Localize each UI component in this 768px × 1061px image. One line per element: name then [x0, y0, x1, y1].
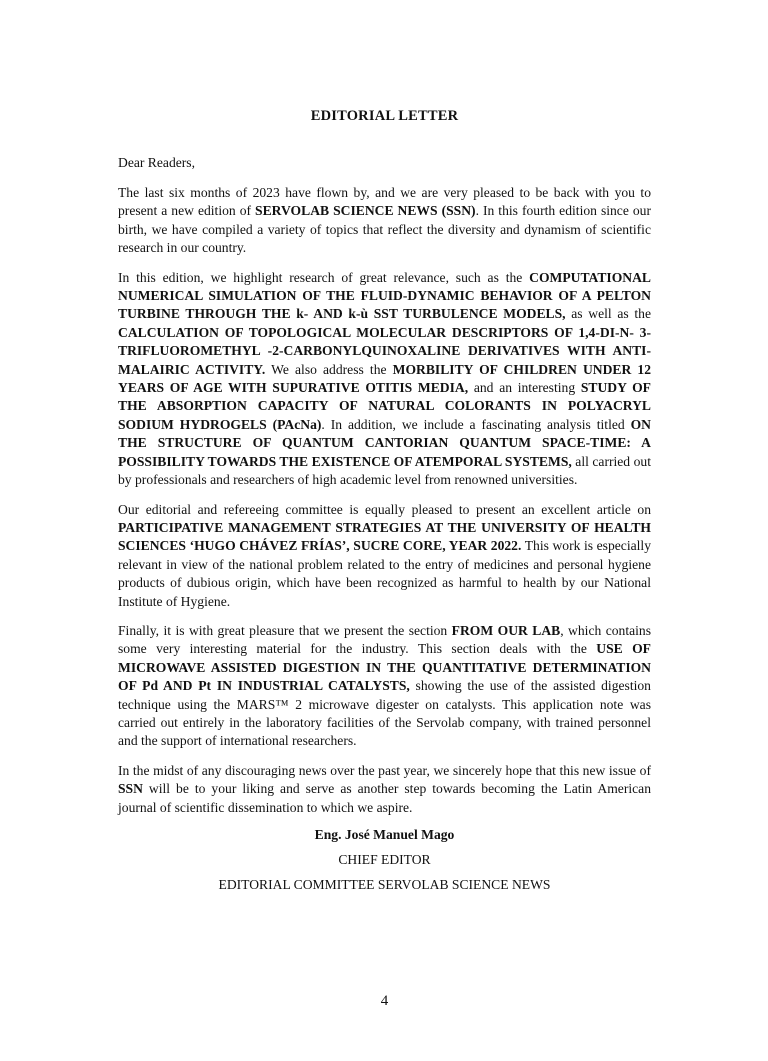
paragraph-2-text: We also address the [265, 361, 393, 377]
paragraph-2-text: In this edition, we highlight research of great relevance, such as the [118, 269, 530, 285]
paragraph-5 [118, 762, 651, 817]
paragraph-4-text: showing the use of the assisted digestion technique using the MARS™ 2 microwave digester on catalysts. This application note was carried out entirely in the laboratory facilities of the Servolab company, with trained personnel and the support of international researchers. [118, 678, 651, 749]
paragraph-1 [118, 184, 651, 258]
paragraph-1-text: The last six months of 2023 have flown by, and we are very pleased to be back with you to present a new edition of [118, 185, 651, 219]
paragraph-4-text: , which contains some very interesting material for the industry. This section deals with the [118, 622, 652, 657]
paragraph-2-text: all carried out by professionals and researchers of high academic level from renowned universities. [118, 453, 651, 488]
page-number: 4 [380, 993, 389, 1009]
signature-name: Eng. José Manuel Mago [314, 827, 455, 842]
signature-role: CHIEF EDITOR [338, 852, 431, 867]
paragraph-2-text: and an interesting [468, 380, 581, 396]
paragraph-4 [118, 622, 651, 751]
paragraph-1-text: . In this fourth edition since our birth, we have compiled a variety of topics that reflect the diversity and dynamism of scientific research in our country. [118, 203, 652, 256]
signature-committee: EDITORIAL COMMITTEE SERVOLAB SCIENCE NEWS [218, 877, 551, 892]
paragraph-3-bold: PARTICIPATIVE MANAGEMENT STRATEGIES AT THE UNIVERSITY OF HEALTH SCIENCES ‘HUGO CHÁVEZ FRÍAS’, SUCRE CORE, YEAR 2022. [118, 519, 651, 554]
paragraph-5-text: In the midst of any discouraging news over the past year, we sincerely hope that this new issue of [118, 762, 651, 778]
paragraph-2-bold: COMPUTATIONAL NUMERICAL SIMULATION OF THE FLUID-DYNAMIC BEHAVIOR OF A PELTON TURBINE THROUGH THE k- AND k-ù SST TURBULENCE MODELS, [118, 269, 651, 322]
paragraph-4-text: Finally, it is with great pleasure that we present the section [118, 622, 452, 638]
paragraph-2-bold: MORBILITY OF CHILDREN UNDER 12 YEARS OF AGE WITH SUPURATIVE OTITIS MEDIA, [118, 361, 651, 396]
paragraph-1-bold: SERVOLAB SCIENCE NEWS (SSN) [255, 203, 476, 219]
paragraph-2-text: as well as the [565, 306, 651, 322]
signature-block [118, 822, 651, 897]
letter-body [118, 184, 651, 828]
paragraph-2-bold: STUDY OF THE ABSORPTION CAPACITY OF NATURAL COLORANTS IN POLYACRYL SODIUM HYDROGELS (PAcNa) [118, 380, 651, 432]
salutation: Dear Readers, [118, 155, 195, 170]
paragraph-5-bold: SSN [118, 781, 143, 797]
paragraph-2-text: . In addition, we include a fascinating analysis titled [321, 416, 631, 432]
paragraph-2 [118, 269, 651, 490]
paragraph-4-bold: USE OF MICROWAVE ASSISTED DIGESTION IN THE QUANTITATIVE DETERMINATION OF Pd AND Pt IN INDUSTRIAL CATALYSTS, [118, 641, 651, 694]
page-title: EDITORIAL LETTER [310, 108, 459, 124]
paragraph-4-bold: FROM OUR LAB [451, 622, 561, 638]
paragraph-5-text: will be to your liking and serve as another step towards becoming the Latin American journal of scientific dissemination to which we aspire. [118, 781, 651, 815]
paragraph-2-bold: CALCULATION OF TOPOLOGICAL MOLECULAR DESCRIPTORS OF 1,4-DI-N- 3-TRIFLUOROMETHYL -2-CARBONYLQUINOXALINE DERIVATIVES WITH ANTI-MALAIRIC ACTIVITY. [118, 324, 651, 377]
paragraph-3-text: This work is especially relevant in view of the national problem related to the entry of medicines and personal hygiene products of dubious origin, which have been recognized as harmful to health by our National Institute of Hygiene. [118, 538, 651, 609]
paragraph-3 [118, 501, 651, 611]
paragraph-3-text: Our editorial and refereeing committee is equally pleased to present an excellent article on [118, 501, 651, 517]
paragraph-2-bold: ON THE STRUCTURE OF QUANTUM CANTORIAN QUANTUM SPACE-TIME: A POSSIBILITY TOWARDS THE EXISTENCE OF ATEMPORAL SYSTEMS, [118, 416, 651, 469]
